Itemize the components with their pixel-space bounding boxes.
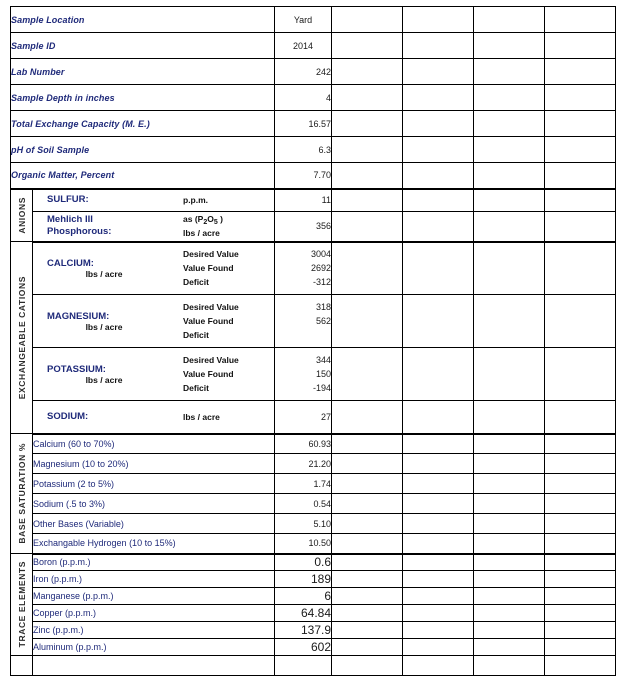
calcium-desired-value[interactable]: 3004 [310, 249, 332, 260]
blank-cell[interactable] [545, 622, 616, 639]
group-label-trace-elements-text: TRACE ELEMENTS [16, 561, 27, 648]
phosphorous-formula: as ($P_2O_5$ ) [183, 214, 223, 227]
table-row-te-iron [11, 571, 616, 588]
blank-cell[interactable] [545, 639, 616, 656]
blank-cell[interactable] [332, 639, 403, 656]
cation-sublabels-calcium [183, 247, 274, 289]
blank-cell[interactable] [403, 33, 474, 59]
table-row-bs-exchangable-hydrogen [11, 534, 616, 554]
blank-cell[interactable] [474, 588, 545, 605]
table-row-magnesium [11, 295, 616, 348]
row-label-sample-depth: Sample Depth in inches [11, 85, 275, 111]
blank-cell[interactable] [403, 137, 474, 163]
blank-cell[interactable] [474, 33, 545, 59]
row-label-te-zinc: Zinc (p.p.m.) [33, 622, 275, 639]
blank-cell[interactable] [275, 656, 332, 676]
blank-cell[interactable] [403, 295, 474, 348]
blank-cell[interactable] [403, 59, 474, 85]
potassium-deficit[interactable]: -194 [313, 383, 332, 393]
blank-cell[interactable] [332, 554, 403, 571]
row-label-mehlich-phosphorous [33, 212, 275, 242]
blank-cell[interactable] [545, 656, 616, 676]
blank-cell[interactable] [403, 554, 474, 571]
sublabel-desired-value: Desired Value [183, 355, 239, 365]
blank-cell[interactable] [332, 514, 403, 534]
calcium-deficit[interactable]: -312 [313, 277, 332, 288]
row-label-lab-number: Lab Number [11, 59, 275, 85]
blank-cell[interactable] [474, 554, 545, 571]
blank-cell[interactable] [332, 494, 403, 514]
row-value-sulfur[interactable]: 11 [275, 189, 332, 212]
row-value-ph[interactable]: 6.3 [275, 137, 332, 163]
blank-cell[interactable] [545, 189, 616, 212]
blank-cell[interactable] [474, 514, 545, 534]
blank-cell[interactable] [403, 85, 474, 111]
blank-cell[interactable] [545, 494, 616, 514]
table-row-sample-id [11, 33, 616, 59]
blank-cell[interactable] [545, 571, 616, 588]
blank-cell[interactable] [403, 348, 474, 401]
blank-cell[interactable] [545, 137, 616, 163]
row-label-te-manganese: Manganese (p.p.m.) [33, 588, 275, 605]
row-values-potassium[interactable] [275, 348, 332, 401]
cation-name-potassium [33, 364, 183, 385]
phosphorous-line2: Phosphorous: [47, 226, 112, 238]
row-label-bs-other-bases: Other Bases (Variable) [33, 514, 275, 534]
anion-unit-phosphorous [183, 213, 274, 239]
row-label-sulfur [33, 189, 275, 212]
group-label-trace-elements [11, 554, 33, 656]
row-values-calcium[interactable] [275, 242, 332, 295]
row-value-te-boron[interactable]: 0.6 [275, 554, 332, 571]
blank-cell[interactable] [474, 494, 545, 514]
potassium-value-found[interactable]: 150 [315, 369, 332, 379]
phosphorous-line1: Mehlich III [47, 214, 93, 226]
group-label-exchangeable-cations [11, 242, 33, 434]
cation-unit-sodium: lbs / acre [183, 411, 220, 422]
blank-cell[interactable] [332, 571, 403, 588]
blank-cell[interactable] [403, 454, 474, 474]
blank-cell[interactable] [474, 434, 545, 454]
blank-cell[interactable] [474, 111, 545, 137]
blank-cell[interactable] [474, 7, 545, 33]
blank-cell[interactable] [403, 401, 474, 434]
blank-cell[interactable] [332, 622, 403, 639]
anion-unit-sulfur: p.p.m. [183, 195, 209, 206]
blank-cell[interactable] [545, 33, 616, 59]
blank-cell[interactable] [403, 474, 474, 494]
blank-cell[interactable] [474, 348, 545, 401]
blank-cell[interactable] [545, 7, 616, 33]
row-label-bs-sodium: Sodium (.5 to 3%) [33, 494, 275, 514]
blank-cell[interactable] [545, 454, 616, 474]
row-value-te-iron[interactable]: 189 [275, 571, 332, 588]
sublabel-deficit: Deficit [183, 330, 209, 340]
group-label-anions-text: ANIONS [16, 196, 27, 234]
table-row-te-copper [11, 605, 616, 622]
blank-cell[interactable] [332, 348, 403, 401]
blank-cell[interactable] [332, 295, 403, 348]
row-value-organic-matter[interactable]: 7.70 [275, 163, 332, 189]
blank-cell[interactable] [332, 588, 403, 605]
blank-cell[interactable] [545, 212, 616, 242]
blank-cell[interactable] [332, 242, 403, 295]
phosphorous-unit-line2: lbs / acre [183, 228, 220, 239]
blank-cell[interactable] [332, 212, 403, 242]
blank-cell[interactable] [332, 85, 403, 111]
table-row-sample-depth [11, 85, 616, 111]
table-row-bs-magnesium [11, 454, 616, 474]
row-value-mehlich-phosphorous[interactable]: 356 [275, 212, 332, 242]
blank-cell[interactable] [403, 514, 474, 534]
sublabel-value-found: Value Found [183, 369, 234, 379]
blank-cell[interactable] [545, 554, 616, 571]
table-row-bs-potassium [11, 474, 616, 494]
row-value-sample-depth[interactable]: 4 [275, 85, 332, 111]
cation-sublabels-potassium [183, 353, 274, 395]
sublabel-value-found: Value Found [183, 263, 234, 274]
potassium-desired-value[interactable]: 344 [315, 355, 332, 365]
blank-cell[interactable] [545, 401, 616, 434]
row-label-te-boron: Boron (p.p.m.) [33, 554, 275, 571]
blank-cell[interactable] [474, 639, 545, 656]
row-value-sample-location[interactable]: Yard [275, 7, 332, 33]
cation-name-calcium [33, 258, 183, 279]
group-label-anions [11, 189, 33, 242]
row-label-total-exchange-capacity: Total Exchange Capacity (M. E.) [11, 111, 275, 137]
blank-cell[interactable] [545, 242, 616, 295]
blank-cell[interactable] [545, 348, 616, 401]
row-value-bs-exchangable-hydrogen[interactable]: 10.50 [275, 534, 332, 554]
blank-cell[interactable] [545, 434, 616, 454]
magnesium-desired-value[interactable]: 318 [315, 302, 332, 312]
group-label-base-saturation [11, 434, 33, 554]
cation-name-magnesium [33, 311, 183, 332]
magnesium-unit-text: lbs / acre [85, 321, 123, 332]
sublabel-desired-value: Desired Value [183, 302, 239, 312]
magnesium-value-found[interactable]: 562 [315, 316, 332, 326]
blank-cell[interactable] [545, 59, 616, 85]
blank-cell[interactable] [332, 434, 403, 454]
blank-cell[interactable] [474, 534, 545, 554]
calcium-value-found[interactable]: 2692 [310, 263, 332, 274]
blank-cell[interactable] [474, 605, 545, 622]
table-row-te-boron [11, 554, 616, 571]
row-label-bs-magnesium: Magnesium (10 to 20%) [33, 454, 275, 474]
row-value-bs-calcium[interactable]: 60.93 [275, 434, 332, 454]
blank-cell[interactable] [403, 534, 474, 554]
group-label-exchangeable-cations-text: EXCHANGEABLE CATIONS [16, 275, 27, 400]
magnesium-deficit[interactable] [275, 328, 331, 342]
blank-cell[interactable] [332, 59, 403, 85]
table-row-bs-calcium [11, 434, 616, 454]
blank-cell[interactable] [332, 7, 403, 33]
anion-name-phosphorous [33, 214, 183, 238]
anion-name-sulfur: SULFUR: [47, 194, 89, 206]
blank-cell[interactable] [332, 163, 403, 189]
blank-cell[interactable] [474, 242, 545, 295]
blank-cell[interactable] [332, 33, 403, 59]
row-value-te-copper[interactable]: 64.84 [275, 605, 332, 622]
blank-cell[interactable] [403, 7, 474, 33]
table-row-calcium [11, 242, 616, 295]
table-row-sodium [11, 401, 616, 434]
row-label-te-iron: Iron (p.p.m.) [33, 571, 275, 588]
sublabel-desired-value: Desired Value [183, 249, 239, 260]
row-value-bs-magnesium[interactable]: 21.20 [275, 454, 332, 474]
row-label-sample-id: Sample ID [11, 33, 275, 59]
blank-cell[interactable] [403, 656, 474, 676]
table-row-sulfur [11, 189, 616, 212]
row-label-te-copper: Copper (p.p.m.) [33, 605, 275, 622]
row-value-bs-other-bases[interactable]: 5.10 [275, 514, 332, 534]
blank-cell[interactable] [545, 111, 616, 137]
table-row-ph [11, 137, 616, 163]
sublabel-deficit: Deficit [183, 383, 209, 393]
table-row-te-manganese [11, 588, 616, 605]
blank-cell[interactable] [474, 571, 545, 588]
blank-cell[interactable] [545, 534, 616, 554]
calcium-unit-text: lbs / acre [85, 268, 123, 279]
blank-cell[interactable] [545, 605, 616, 622]
row-label-bs-potassium: Potassium (2 to 5%) [33, 474, 275, 494]
blank-cell[interactable] [332, 137, 403, 163]
blank-cell[interactable] [545, 514, 616, 534]
cation-name-sodium: SODIUM: [47, 411, 89, 423]
potassium-unit-text: lbs / acre [85, 374, 123, 385]
row-values-magnesium[interactable] [275, 295, 332, 348]
blank-cell[interactable] [545, 295, 616, 348]
blank-cell[interactable] [33, 656, 275, 676]
table-row-total-exchange-capacity [11, 111, 616, 137]
blank-cell[interactable] [474, 85, 545, 111]
blank-cell[interactable] [403, 212, 474, 242]
blank-cell[interactable] [474, 189, 545, 212]
blank-cell[interactable] [403, 111, 474, 137]
blank-cell[interactable] [545, 588, 616, 605]
row-label-magnesium [33, 295, 275, 348]
row-label-te-aluminum: Aluminum (p.p.m.) [33, 639, 275, 656]
table-row-organic-matter [11, 163, 616, 189]
row-value-bs-sodium[interactable]: 0.54 [275, 494, 332, 514]
blank-cell[interactable] [332, 189, 403, 212]
table-row-te-aluminum [11, 639, 616, 656]
table-row-trailing-empty [11, 656, 616, 676]
blank-cell[interactable] [332, 454, 403, 474]
blank-cell[interactable] [11, 656, 33, 676]
blank-cell[interactable] [474, 474, 545, 494]
magnesium-name-text: MAGNESIUM: [47, 310, 110, 322]
row-value-te-zinc[interactable]: 137.9 [275, 622, 332, 639]
blank-cell[interactable] [474, 212, 545, 242]
row-label-organic-matter: Organic Matter, Percent [11, 163, 275, 189]
blank-cell[interactable] [474, 137, 545, 163]
cation-sublabels-magnesium [183, 300, 274, 342]
table-row-mehlich-phosphorous [11, 212, 616, 242]
blank-cell[interactable] [403, 434, 474, 454]
blank-cell[interactable] [403, 163, 474, 189]
row-value-sample-id[interactable]: 2014 [275, 33, 332, 59]
blank-cell[interactable] [403, 639, 474, 656]
blank-cell[interactable] [474, 656, 545, 676]
blank-cell[interactable] [474, 295, 545, 348]
blank-cell[interactable] [332, 401, 403, 434]
calcium-name-text: CALCIUM: [47, 257, 94, 269]
blank-cell[interactable] [474, 622, 545, 639]
blank-cell[interactable] [403, 622, 474, 639]
blank-cell[interactable] [474, 401, 545, 434]
blank-cell[interactable] [474, 163, 545, 189]
blank-cell[interactable] [474, 454, 545, 474]
table-row-bs-sodium [11, 494, 616, 514]
row-label-ph: pH of Soil Sample [11, 137, 275, 163]
blank-cell[interactable] [332, 534, 403, 554]
row-label-sodium [33, 401, 275, 434]
soil-analysis-table [10, 6, 616, 676]
sublabel-value-found: Value Found [183, 316, 234, 326]
sublabel-deficit: Deficit [183, 277, 209, 288]
row-value-lab-number[interactable]: 242 [275, 59, 332, 85]
blank-cell[interactable] [403, 605, 474, 622]
row-value-te-aluminum[interactable]: 602 [275, 639, 332, 656]
table-row-te-zinc [11, 622, 616, 639]
blank-cell[interactable] [332, 111, 403, 137]
row-label-bs-calcium: Calcium (60 to 70%) [33, 434, 275, 454]
row-value-te-manganese[interactable]: 6 [275, 588, 332, 605]
table-row-lab-number [11, 59, 616, 85]
row-label-potassium [33, 348, 275, 401]
blank-cell[interactable] [545, 85, 616, 111]
blank-cell[interactable] [403, 571, 474, 588]
blank-cell[interactable] [403, 588, 474, 605]
row-value-sodium[interactable]: 27 [275, 401, 332, 434]
row-label-sample-location: Sample Location [11, 7, 275, 33]
table-row-sample-location [11, 7, 616, 33]
row-label-bs-exchangable-hydrogen: Exchangable Hydrogen (10 to 15%) [33, 534, 275, 554]
blank-cell[interactable] [545, 474, 616, 494]
blank-cell[interactable] [332, 656, 403, 676]
blank-cell[interactable] [545, 163, 616, 189]
row-value-total-exchange-capacity[interactable]: 16.57 [275, 111, 332, 137]
row-label-calcium [33, 242, 275, 295]
blank-cell[interactable] [403, 494, 474, 514]
blank-cell[interactable] [332, 605, 403, 622]
row-value-bs-potassium[interactable]: 1.74 [275, 474, 332, 494]
table-row-potassium [11, 348, 616, 401]
blank-cell[interactable] [332, 474, 403, 494]
table-row-bs-other-bases [11, 514, 616, 534]
blank-cell[interactable] [474, 59, 545, 85]
potassium-name-text: POTASSIUM: [47, 363, 106, 375]
blank-cell[interactable] [403, 242, 474, 295]
group-label-base-saturation-text: BASE SATURATION % [16, 443, 27, 544]
blank-cell[interactable] [403, 189, 474, 212]
